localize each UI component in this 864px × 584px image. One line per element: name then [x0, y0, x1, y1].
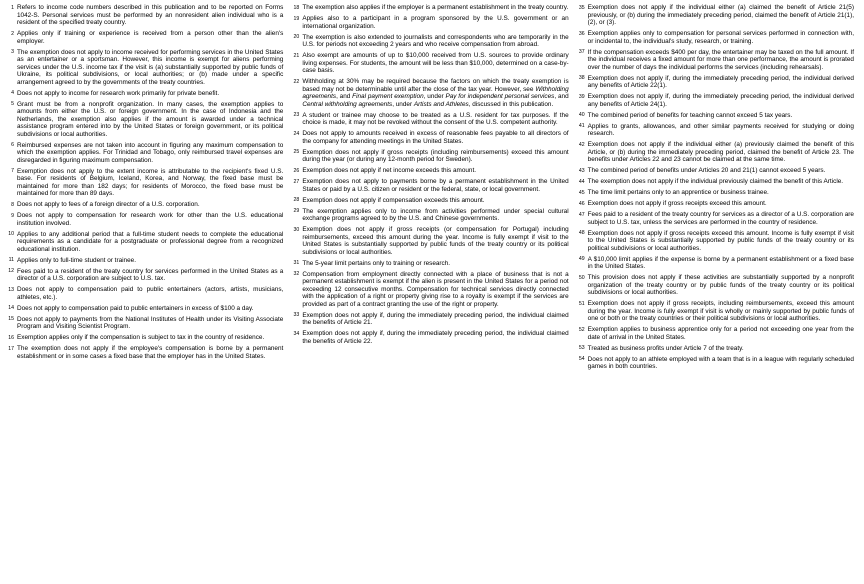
footnote-number: 52 — [578, 326, 585, 333]
footnote-number: 31 — [293, 260, 300, 266]
footnote-text: The exemption does not apply if the employee's compensation is borne by a permanent establishment or in some cases a fixed base that the employer has in the United States. — [17, 345, 284, 360]
footnote-item — [4, 30, 283, 45]
footnote-number: 24 — [293, 130, 300, 137]
footnote-item — [289, 52, 568, 75]
footnote-text: A student or trainee may choose to be treated as a U.S. resident for tax purposes. If the choice is made, it may not be revoked without the consent of the U.S. competent authority. — [302, 111, 569, 126]
footnote-number: 30 — [293, 226, 300, 233]
footnote-number: 10 — [8, 231, 14, 237]
footnote-item — [4, 286, 283, 301]
footnote-item — [289, 260, 568, 268]
footnote-text: The combined period of benefits under Articles 20 and 21(1) cannot exceed 5 years. — [587, 167, 826, 174]
footnote-number: 34 — [293, 330, 300, 337]
footnote-number: 1 — [11, 4, 14, 11]
footnote-number: 50 — [578, 274, 585, 281]
footnote-text: Exemption does not apply to payments borne by a permanent establishment in the United States or paid by a U.S. citizen or resident or the federal, state, or local government. — [302, 178, 569, 193]
footnote-item — [289, 330, 568, 345]
footnote-number: 23 — [293, 112, 300, 118]
footnote-text: The 5-year limit pertains only to training or research. — [302, 259, 451, 267]
footnotes-column-1 — [4, 4, 289, 584]
footnote-text: Does not apply to compensation paid to public entertainers in excess of $100 a day. — [17, 304, 254, 312]
footnote-number: 49 — [578, 256, 585, 262]
footnote-item — [575, 230, 854, 253]
footnote-item — [289, 112, 568, 127]
footnote-text: The combined period of benefits for teaching cannot exceed 5 tax years. — [587, 111, 793, 119]
footnote-item — [575, 300, 854, 323]
footnote-item — [4, 257, 283, 265]
footnote-text: The exemption applies only to income from activities performed under special cultural exchange programs agreed to by the U.S. and Chinese governments. — [302, 207, 569, 222]
footnote-number: 25 — [293, 149, 300, 155]
footnote-number: 13 — [8, 286, 14, 293]
footnote-item — [289, 34, 568, 49]
footnote-text: Exemption does not apply if compensation exceeds this amount. — [302, 196, 485, 204]
footnote-number: 11 — [8, 257, 14, 263]
footnote-number: 47 — [578, 211, 585, 218]
footnote-number: 32 — [293, 271, 300, 277]
footnote-item — [4, 90, 283, 98]
footnote-text: Applies only if training or experience is received from a person other than the alien's employer. — [17, 30, 284, 45]
footnote-number: 29 — [293, 208, 300, 214]
footnotes-columns — [4, 4, 860, 584]
footnote-number: 20 — [293, 34, 300, 40]
footnote-item — [575, 211, 854, 226]
footnote-number: 21 — [293, 52, 300, 59]
footnote-number: 39 — [578, 93, 585, 100]
footnote-text: The exemption does not apply to income received for performing services in the United States as an entertainer or a sportsman. However, this income is exempt for aliens performing services under the U.S. income tax if the visit is (a) substantially supported by public funds of Ukraine, its political subdivisions, or local authorities; or (b) made under a specific arrangement agreed to by the governments of the treaty countries. — [17, 48, 284, 86]
footnote-item — [289, 197, 568, 205]
footnote-number: 2 — [11, 30, 14, 37]
footnote-text: Does not apply to fees of a foreign director of a U.S. corporation. — [17, 201, 200, 208]
footnote-text: Exemption does not apply if gross receipts (or compensation for Portugal) including reimbursements, exceed this amount during the year. Income is fully exempt if visit to the United States is substantially supported by public funds of the treaty country or its political subdivisions or local authorities. — [302, 226, 569, 256]
footnote-number: 7 — [11, 168, 14, 174]
footnote-item — [4, 49, 283, 87]
footnote-text: Exemption does not apply if, during the immediately preceding period, the individual claimed the benefits of Article 22. — [302, 330, 569, 345]
footnote-number: 17 — [8, 345, 14, 352]
footnote-item — [575, 256, 854, 271]
footnote-item — [4, 201, 283, 209]
footnote-item — [575, 345, 854, 353]
footnote-text: Exemption does not apply if, during the immediately preceding period, the individual derived any benefits of Article 22(1). — [587, 74, 854, 89]
footnote-text: Does not apply to amounts received in excess of reasonable fees payable to all directors of the company for attending meetings in the United States. — [302, 130, 569, 145]
footnote-item — [575, 326, 854, 341]
footnote-text: A $10,000 limit applies if the expense is borne by a permanent establishment or a fixed base in the United States. — [587, 255, 854, 270]
footnote-item — [575, 112, 854, 120]
footnote-number: 44 — [578, 178, 585, 185]
footnote-text: Exemption does not apply if the individual either (a) claimed the benefit of Article 21(5) previously, or (b) during the immediately preceding period, claimed the benefit of Article 21(1), (2), or (3). — [587, 4, 854, 26]
footnote-number: 19 — [293, 15, 300, 22]
footnote-number: 28 — [293, 197, 300, 203]
footnote-number: 16 — [8, 334, 14, 341]
footnote-item — [575, 30, 854, 45]
footnote-number: 42 — [578, 141, 585, 148]
footnote-text: Does not apply to compensation for research work for other than the U.S. educational institution involved. — [17, 212, 284, 227]
footnote-item — [4, 345, 283, 360]
footnote-item — [289, 226, 568, 256]
footnote-item — [575, 141, 854, 164]
footnote-item — [289, 78, 568, 108]
footnote-item — [289, 130, 568, 145]
footnote-item — [289, 167, 568, 175]
footnote-item — [575, 189, 854, 197]
footnote-number: 37 — [578, 49, 585, 55]
footnote-text: Exemption does not apply if, during the immediately preceding period, the individual derived any benefits of Article 24(1). — [587, 93, 854, 108]
footnote-item — [4, 168, 283, 198]
footnote-item — [575, 93, 854, 108]
footnote-item — [289, 149, 568, 164]
footnote-text: Does not apply to payments from the National Institutes of Health under its Visiting Associate Program and Visiting Scientist Program. — [17, 315, 284, 330]
footnote-item — [289, 178, 568, 193]
footnote-item — [4, 316, 283, 331]
footnote-text: The time limit pertains only to an apprentice or business trainee. — [587, 189, 769, 196]
footnote-item — [4, 4, 283, 27]
footnote-item — [289, 15, 568, 30]
footnote-text: Reimbursed expenses are not taken into account in figuring any maximum compensation to which the exemption applies. For Trinidad and Tobago, only reimbursed travel expenses are disregarded in figuring maximum compensation. — [17, 141, 284, 164]
footnote-number: 35 — [578, 4, 585, 11]
footnote-text: Exemption does not apply if gross receipts exceed this amount. Income is fully exempt if visit to the United States is substantially supported by public funds of the treaty country or its political subdivisions or local authorities. — [587, 229, 854, 252]
footnote-item — [575, 75, 854, 90]
footnote-text: Applies to grants, allowances, and other similar payments received for studying or doing research. — [587, 122, 854, 137]
footnote-text: Fees paid to a resident of the treaty country for services as a director of a U.S. corporation are subject to U.S. tax, unless the services are performed in the country of residence. — [587, 211, 854, 226]
footnote-text: Exemption does not apply if gross receipts (including reimbursements) exceed this amount during the year (or during any 12-month period for Sweden). — [302, 148, 569, 163]
footnote-text: Exemption applies only to compensation for personal services performed in connection with, or incidental to, the individual's study, research, or training. — [587, 30, 854, 45]
footnote-text: Exemption does not apply if gross receipts, including reimbursements, exceed this amount during the year. Income is fully exempt if visit is wholly or mainly supported by public funds of one or both or the treaty countries or their political subdivisions or local authorities. — [587, 300, 854, 322]
footnote-text: This provision does not apply if these activities are substantially supported by a nonprofit organization of the treaty country or by public funds of the treaty country or its political subdivisions or local authorities. — [587, 274, 854, 296]
footnote-item — [289, 208, 568, 223]
footnote-item — [289, 312, 568, 327]
footnote-number: 45 — [578, 189, 585, 196]
footnote-text: Exemption applies to business apprentice only for a period not exceeding one year from the date of arrival in the United States. — [587, 326, 854, 341]
footnote-text: Exemption does not apply if net income exceeds this amount. — [302, 167, 477, 174]
footnote-number: 43 — [578, 167, 585, 174]
footnote-text: Exemption does not apply if gross receipts exceed this amount. — [587, 200, 767, 207]
footnote-text: Does not apply to an athlete employed with a team that is in a league with regularly scheduled games in both countries. — [587, 355, 854, 370]
footnote-item — [289, 271, 568, 309]
footnote-item — [4, 305, 283, 313]
footnote-number: 48 — [578, 230, 585, 236]
footnote-number: 51 — [578, 300, 585, 307]
footnotes-column-2 — [289, 4, 574, 584]
footnote-item — [575, 167, 854, 175]
footnote-text: Applies also to a participant in a program sponsored by the U.S. government or an international organization. — [302, 15, 569, 30]
footnote-item — [289, 4, 568, 12]
footnote-number: 54 — [578, 356, 585, 362]
footnote-item — [575, 4, 854, 27]
footnote-item — [4, 334, 283, 342]
footnote-number: 8 — [11, 201, 14, 208]
footnote-number: 41 — [578, 123, 585, 129]
footnote-number: 9 — [11, 212, 14, 219]
footnote-text: Exemption does not apply if the individual either (a) previously claimed the benefit of this Article, or (b) during the immediately preceding period, claimed the benefit of Article 23. The benefits under Articles 22 and 23 cannot be claimed at the same time. — [587, 141, 854, 163]
footnote-text: Withholding at 30% may be required because the factors on which the treaty exemption is based may not be determinable until after the close of the tax year. However, see Withholding agreements, and Final payment exemption, under Pay for independent personal services, and Central withholding agreements, under Artists and Athletes, discussed in this publication. — [302, 78, 569, 108]
footnote-number: 33 — [293, 312, 300, 318]
footnote-number: 26 — [293, 167, 300, 174]
footnote-item — [4, 212, 283, 227]
footnote-text: Exemption applies only if the compensation is subject to tax in the country of residence. — [17, 334, 265, 341]
footnote-item — [575, 356, 854, 371]
footnote-text: Refers to income code numbers described in this publication and to be reported on Forms 1042-S. Personal services must be performed by an nonresident alien individual who is a resident of the specified treaty country. — [17, 4, 284, 26]
footnote-number: 15 — [8, 316, 14, 322]
footnotes-column-3 — [575, 4, 860, 584]
footnote-item — [4, 101, 283, 139]
footnote-text: Compensation from employment directly connected with a place of business that is not a permanent establishment is exempt if the alien is present in the United States for a period not exceeding 12 consecutive months. Compensation for technical services directly connected with the application of a right or property giving rise to a royalty is exempt if the services are provided as part of a contract granting the use of the right or property. — [302, 270, 569, 308]
footnote-text: Applies to any additional period that a full-time student needs to complete the educational requirements as a candidate for a postgraduate or professional degree from a recognized educational institution. — [17, 230, 284, 253]
footnote-number: 38 — [578, 75, 585, 81]
footnote-text: The exemption also applies if the employer is a permanent establishment in the treaty country. — [302, 4, 569, 11]
footnote-text: The exemption is also extended to journalists and correspondents who are temporarily in the U.S. for periods not exceeding 2 years and who receive compensation from abroad. — [302, 33, 569, 48]
footnote-number: 6 — [11, 142, 14, 148]
footnote-text: Grant must be from a nonprofit organization. In many cases, the exemption applies to amounts from either the U.S. or foreign government. In the case of Indonesia and the Netherlands, the exemption also applies if the amount is awarded under a technical assistance program entered into by the United States or foreign government, or its political subdivisions or local authorities. — [17, 100, 284, 138]
footnote-text: Also exempt are amounts of up to $10,000 received from U.S. sources to provide ordinary living expenses. For students, the amount will be less than $10,000, determined on a case-by-case basis. — [302, 52, 569, 74]
footnote-text: Treated as business profits under Article 7 of the treaty. — [587, 344, 744, 352]
footnote-number: 5 — [11, 101, 14, 107]
footnote-number: 14 — [8, 305, 14, 311]
footnote-item — [575, 123, 854, 138]
footnote-number: 46 — [578, 200, 585, 207]
footnote-item — [575, 49, 854, 72]
footnote-item — [575, 274, 854, 297]
footnote-item — [4, 231, 283, 254]
footnote-text: Exemption does not apply to the extent income is attributable to the recipient's fixed U.S. base. For residents of Belgium, Iceland, Korea, and Norway, the fixed base must be maintained for more than 182 days; for residents of Morocco, the fixed base must be maintained for more than 89 days. — [17, 167, 284, 197]
footnote-number: 3 — [11, 49, 14, 55]
footnote-number: 4 — [11, 90, 14, 96]
footnote-text: Fees paid to a resident of the treaty country for services performed in the United States as a director of a U.S. corporation are subject to U.S. tax. — [17, 267, 284, 282]
footnote-item — [4, 268, 283, 283]
footnote-number: 27 — [293, 178, 300, 185]
footnote-number: 22 — [293, 78, 300, 85]
footnote-number: 18 — [293, 4, 300, 11]
footnote-number: 36 — [578, 30, 585, 37]
footnote-text: Applies only to full-time student or trainee. — [17, 256, 136, 264]
footnote-item — [575, 200, 854, 208]
footnote-text: Does not apply to compensation paid to public entertainers (actors, artists, musicians, athletes, etc.). — [17, 286, 284, 301]
footnote-item — [4, 142, 283, 165]
footnote-number: 12 — [8, 268, 14, 274]
footnote-text: The exemption does not apply if the individual previously claimed the benefit of this Article. — [587, 178, 844, 185]
footnote-text: If the compensation exceeds $400 per day, the entertainer may be taxed on the full amount. If the individual receives a fixed amount for more than one performance, the amount is prorated over the number of days the individual performs the services (including rehearsals). — [587, 48, 854, 71]
footnote-item — [575, 178, 854, 186]
footnote-text: Does not apply to income for research work primarily for private benefit. — [17, 89, 220, 97]
footnote-number: 53 — [578, 345, 585, 351]
footnote-number: 40 — [578, 112, 585, 118]
footnote-text: Exemption does not apply if, during the immediately preceding period, the individual claimed the benefits of Article 21. — [302, 311, 569, 326]
